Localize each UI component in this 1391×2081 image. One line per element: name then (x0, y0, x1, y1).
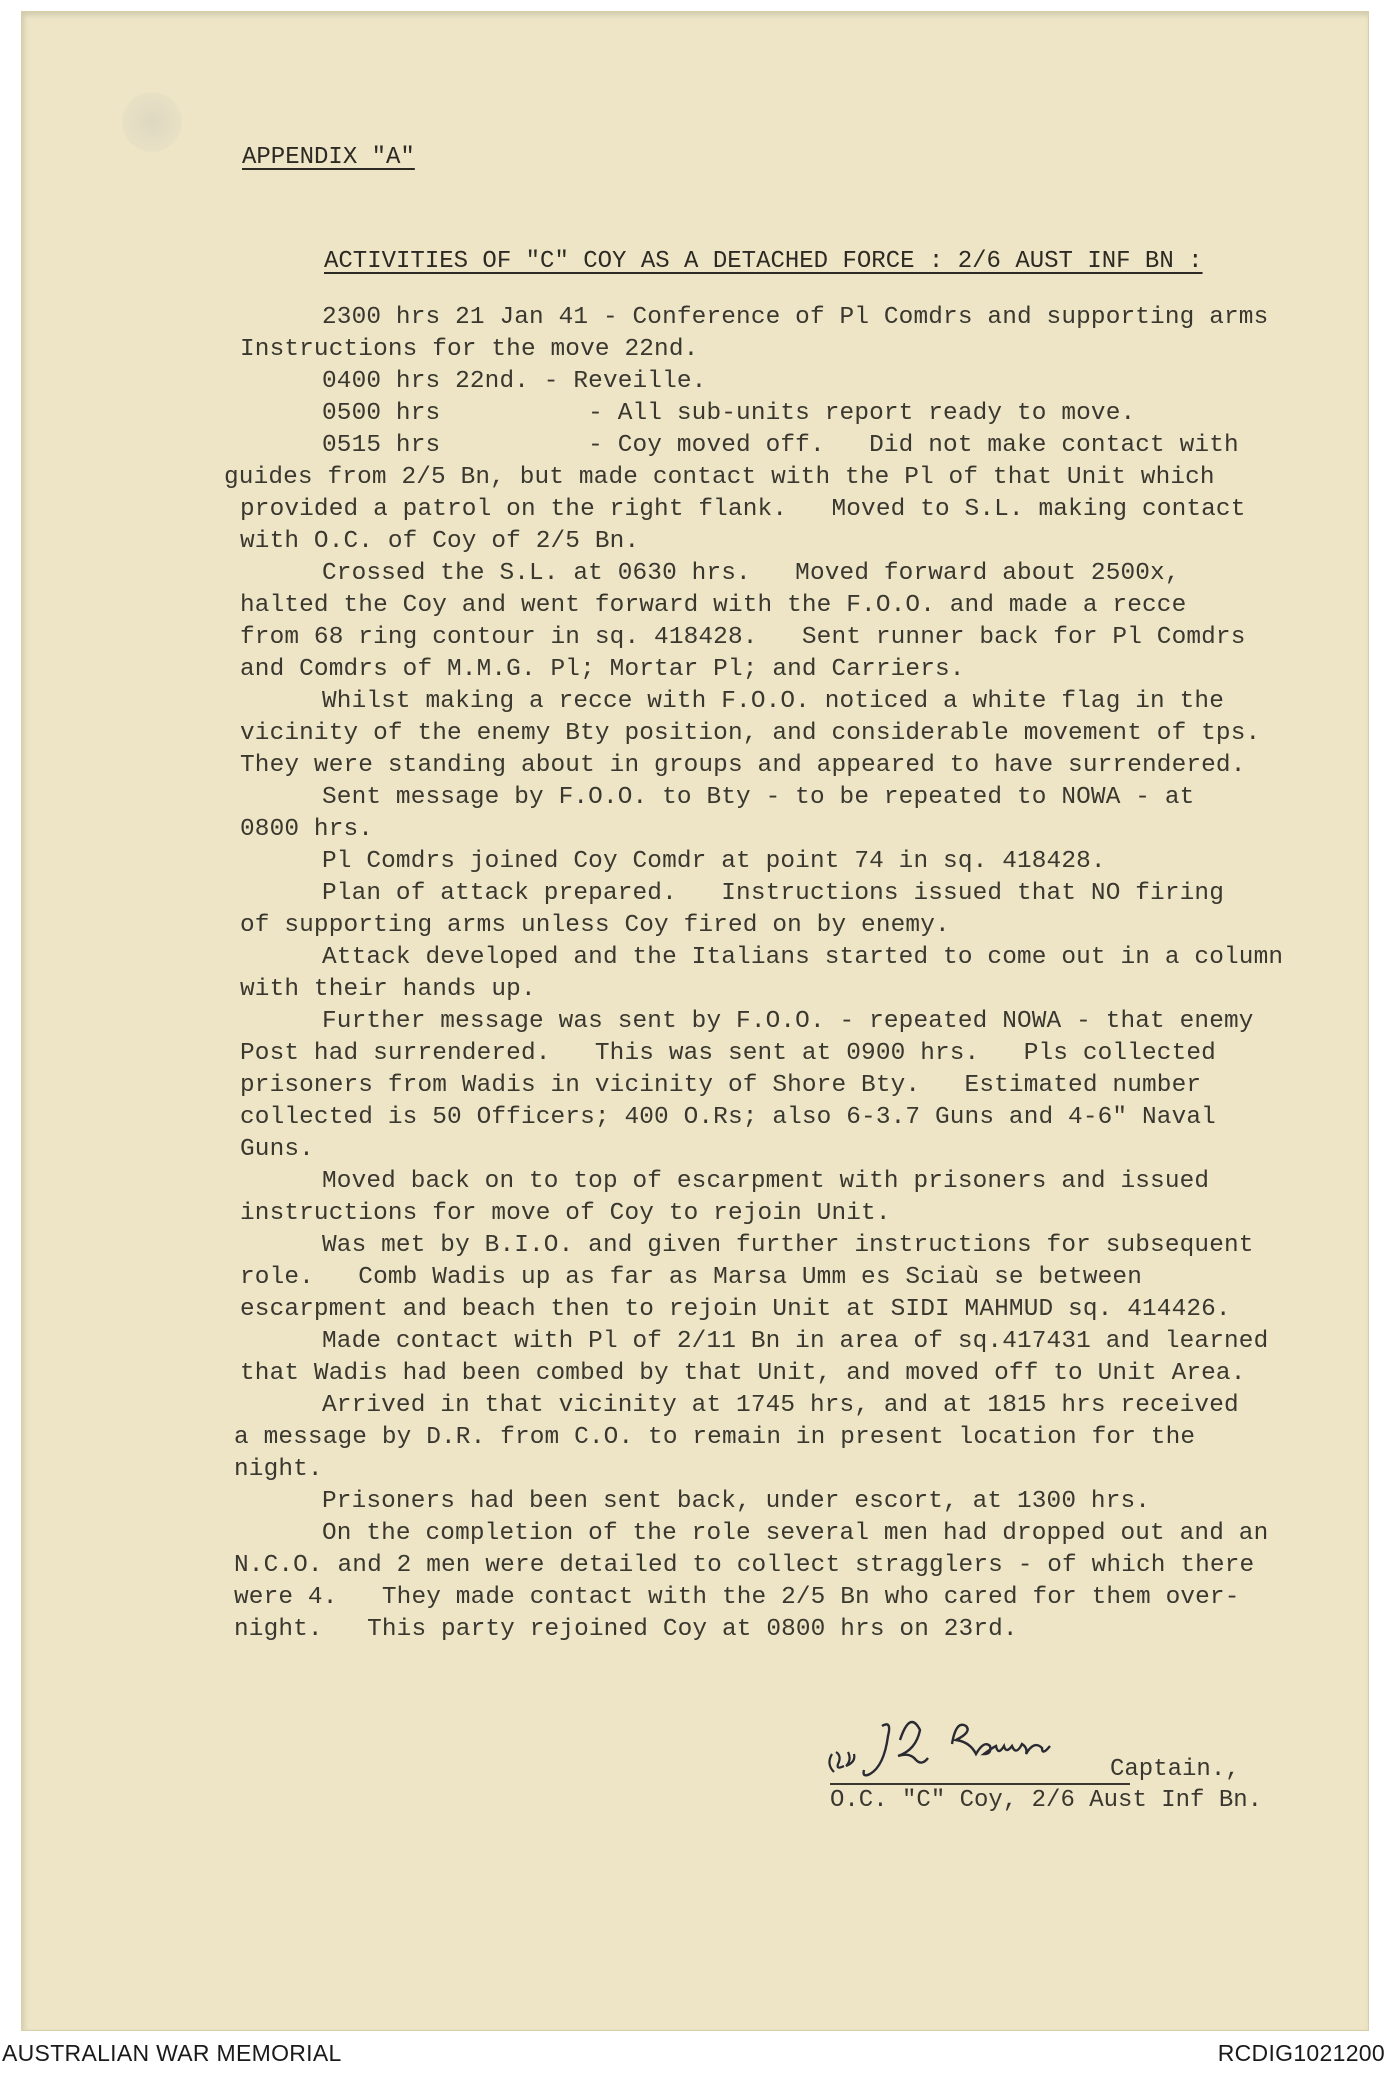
signature-rank: Captain., (1110, 1756, 1240, 1783)
document-line: night. This party rejoined Coy at 0800 hrs on 23rd. (234, 1616, 1018, 1643)
document-line: Plan of attack prepared. Instructions issued that NO firing (322, 880, 1224, 907)
document-line: escarpment and beach then to rejoin Unit at SIDI MAHMUD sq. 414426. (240, 1296, 1231, 1323)
document-line: Made contact with Pl of 2/11 Bn in area of sq.417431 and learned (322, 1328, 1269, 1355)
document-line: were 4. They made contact with the 2/5 Bn who cared for them over- (234, 1584, 1240, 1611)
document-line: guides from 2/5 Bn, but made contact with the Pl of that Unit which (224, 464, 1215, 491)
signature-appointment: O.C. "C" Coy, 2/6 Aust Inf Bn. (830, 1787, 1263, 1814)
footer-institution: AUSTRALIAN WAR MEMORIAL (2, 2040, 342, 2066)
document-line: role. Comb Wadis up as far as Marsa Umm es Sciaù se between (240, 1264, 1142, 1291)
signature-rule (830, 1783, 1130, 1785)
document-title: ACTIVITIES OF "C" COY AS A DETACHED FORCE : 2/6 AUST INF BN : (324, 248, 1203, 275)
document-line: On the completion of the role several men had dropped out and an (322, 1520, 1269, 1547)
document-line: Whilst making a recce with F.O.O. noticed a white flag in the (322, 688, 1224, 715)
paper-stain (122, 92, 182, 152)
document-line: that Wadis had been combed by that Unit, and moved off to Unit Area. (240, 1360, 1246, 1387)
document-line: and Comdrs of M.M.G. Pl; Mortar Pl; and Carriers. (240, 656, 965, 683)
document-line: Pl Comdrs joined Coy Comdr at point 74 in sq. 418428. (322, 848, 1106, 875)
document-line: instructions for move of Coy to rejoin Unit. (240, 1200, 891, 1227)
handwritten-signature (822, 1704, 1122, 1784)
appendix-heading: APPENDIX "A" (242, 144, 415, 171)
document-line: night. (234, 1456, 323, 1483)
document-line: Instructions for the move 22nd. (240, 336, 699, 363)
document-line: prisoners from Wadis in vicinity of Shore Bty. Estimated number (240, 1072, 1202, 1099)
document-line: from 68 ring contour in sq. 418428. Sent runner back for Pl Comdrs (240, 624, 1246, 651)
document-line: They were standing about in groups and appeared to have surrendered. (240, 752, 1246, 779)
document-line: Post had surrendered. This was sent at 0900 hrs. Pls collected (240, 1040, 1216, 1067)
document-line: Moved back on to top of escarpment with prisoners and issued (322, 1168, 1210, 1195)
document-line: Further message was sent by F.O.O. - repeated NOWA - that enemy (322, 1008, 1254, 1035)
document-line: a message by D.R. from C.O. to remain in present location for the (234, 1424, 1196, 1451)
document-line: with their hands up. (240, 976, 536, 1003)
document-line: with O.C. of Coy of 2/5 Bn. (240, 528, 640, 555)
document-line: 2300 hrs 21 Jan 41 - Conference of Pl Comdrs and supporting arms (322, 304, 1269, 331)
document-line: Attack developed and the Italians started to come out in a column (322, 944, 1284, 971)
document-line: Arrived in that vicinity at 1745 hrs, and at 1815 hrs received (322, 1392, 1239, 1419)
document-line: 0515 hrs - Coy moved off. Did not make contact with (322, 432, 1239, 459)
document-line: 0800 hrs. (240, 816, 374, 843)
document-line: collected is 50 Officers; 400 O.Rs; also 6-3.7 Guns and 4-6" Naval (240, 1104, 1216, 1131)
document-line: Prisoners had been sent back, under escort, at 1300 hrs. (322, 1488, 1151, 1515)
document-line: Crossed the S.L. at 0630 hrs. Moved forward about 2500x, (322, 560, 1180, 587)
document-line: Was met by B.I.O. and given further instructions for subsequent (322, 1232, 1254, 1259)
document-line: halted the Coy and went forward with the F.O.O. and made a recce (240, 592, 1187, 619)
document-line: Sent message by F.O.O. to Bty - to be repeated to NOWA - at (322, 784, 1195, 811)
footer-reference: RCDIG1021200 (1217, 2040, 1385, 2066)
document-line: Guns. (240, 1136, 314, 1163)
document-line: 0400 hrs 22nd. - Reveille. (322, 368, 707, 395)
document-line: N.C.O. and 2 men were detailed to collect stragglers - of which there (234, 1552, 1255, 1579)
document-line: provided a patrol on the right flank. Moved to S.L. making contact (240, 496, 1246, 523)
document-line: 0500 hrs - All sub-units report ready to move. (322, 400, 1136, 427)
document-line: of supporting arms unless Coy fired on by enemy. (240, 912, 950, 939)
document-line: vicinity of the enemy Bty position, and considerable movement of tps. (240, 720, 1261, 747)
document-page (22, 12, 1368, 2030)
